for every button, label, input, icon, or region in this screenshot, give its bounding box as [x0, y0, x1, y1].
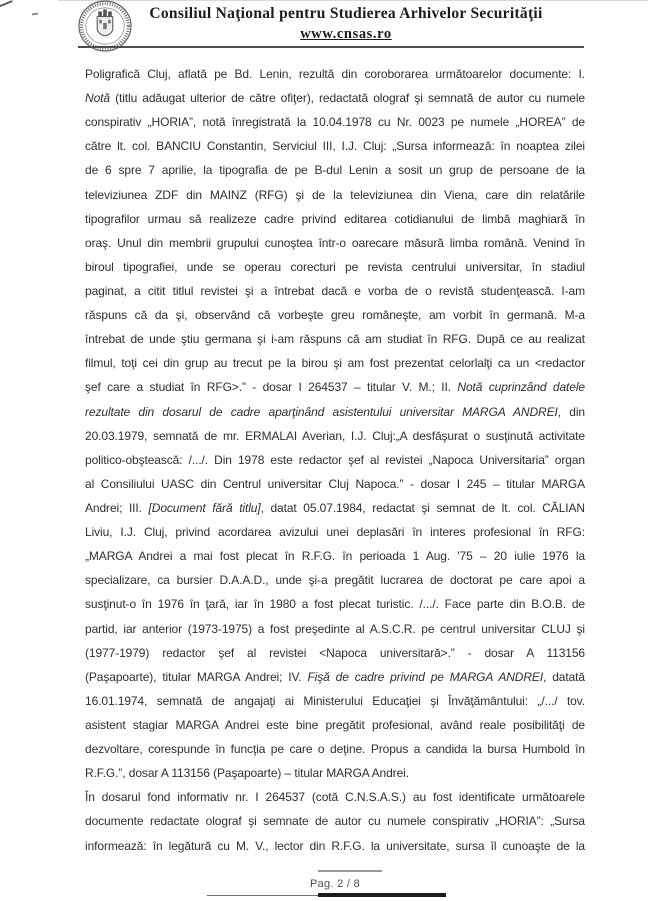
body-text-segment: , datat 05.07.1984, redactat şi semnat de lt. col. CĂLIAN: [260, 500, 585, 515]
body-line: [85, 255, 585, 279]
body-line: [85, 110, 585, 134]
body-line: [85, 592, 585, 616]
body-line: [85, 158, 585, 182]
body-text-segment: informează: în legătură cu M. V., lector din R.F.G. la universitate, sursa îl cunoaşte de la: [85, 838, 585, 853]
body-line: [85, 400, 585, 424]
body-line: [85, 520, 585, 544]
body-line: [85, 134, 585, 158]
body-line: [85, 617, 585, 641]
header-divider-rule: [78, 46, 584, 48]
body-text-segment: întrebat de unde ştiu germana şi i-am răspuns că am studiat în RFG. După ce au realizat: [85, 332, 585, 347]
body-text-segment: specializare, ca bursier D.A.A.D., unde şi-a pregătit lucrarea de doctorat pe care apoi a: [85, 573, 585, 588]
body-text-segment-italic: Fişă de cadre privind pe MARGA ANDREI: [307, 669, 544, 684]
header-website-url: www.cnsas.ro: [300, 26, 392, 42]
body-text-segment: Andrei; III.: [85, 500, 149, 515]
body-line: [85, 713, 585, 737]
body-line: [85, 62, 585, 86]
body-text-segment: documente redactate olograf şi semnate de autor cu numele conspirativ „HORIA”: „Sursa: [85, 814, 585, 829]
body-line: [85, 568, 585, 592]
body-text-segment: partid, iar anterior (1973-1975) a fost preşedinte al A.S.C.R. pe centrul universitar CLUJ şi: [85, 621, 585, 636]
body-text-segment: , datată: [543, 669, 585, 684]
body-text-segment: (1977-1979) redactor şef al revistei <Napoca universitară>.” - dosar A 113156: [85, 645, 585, 660]
footer-dark-bar: [318, 893, 446, 897]
scan-corner-artifact: [0, 0, 13, 8]
body-line: [85, 641, 585, 665]
scan-top-edge-line: [58, 0, 648, 1]
body-line: [85, 303, 585, 327]
body-text-segment: şef care a studiat în RFG>.” - dosar I 264537 – titular V. M.; II.: [85, 380, 458, 395]
body-line: [85, 544, 585, 568]
body-line: [85, 472, 585, 496]
body-text-segment: paginat, a citit titlul revistei şi a întrebat dacă e vorba de o revistă studenţească. I-am: [85, 283, 585, 298]
body-line: [85, 279, 585, 303]
body-text-segment: „MARGA Andrei a mai fost plecat în R.F.G. în perioada 1 Aug. '75 – 20 iulie 1976 la: [85, 549, 585, 564]
header: [120, 5, 572, 43]
header-org-name: Consiliul Naţional pentru Studierea Arhivelor Securităţii: [149, 5, 543, 22]
body-line: [85, 183, 585, 207]
body-line: [85, 496, 585, 520]
body-text-segment: susţinut-o în 1976 în ţară, iar în 1980 a fost plecat turistic. /.../. Face parte din B.O.B. de: [85, 597, 585, 612]
body-text-segment: conspirativ „HORIA”, notă înregistrată la 10.04.1978 cu Nr. 0023 pe numele „HOREA” de: [85, 115, 585, 130]
page-number: Pag. 2 / 8: [309, 878, 361, 890]
body-line: [85, 86, 585, 110]
body-text-segment: tipografilor urmau să realizeze cadre privind editarea cotidianului de limbă maghiară în: [85, 211, 585, 226]
body-text-segment: biroul tipografiei, unde se operau corecturi pe revista centrului universitar, în stadiul: [85, 259, 585, 274]
body-text-segment: asistent stagiar MARGA Andrei este bine pregătit profesional, având reale posibilităţi de: [85, 717, 585, 732]
body-line: [85, 785, 585, 809]
body-text-segment-italic: [Document fără titlu]: [148, 500, 261, 515]
footer-separator-line: [318, 870, 382, 872]
body-line: [85, 448, 585, 472]
body-text-segment: În dosarul fond informativ nr. I 264537 (cotă C.N.S.A.S.) au fost identificate următoarele: [85, 790, 585, 805]
body-text-segment: , din: [557, 404, 585, 419]
body-text-segment-italic: rezultate din dosarul de cadre aparţinând asistentului universitar MARGA ANDREI: [85, 404, 558, 419]
body-text-segment: de 6 spre 7 aprilie, la tipografia de pe B-dul Lenin a sosit un grup de persoane de la: [85, 163, 585, 178]
body-text-segment: R.F.G.”, dosar A 113156 (Paşapoarte) – titular MARGA Andrei.: [85, 766, 409, 781]
body-line: [85, 737, 585, 761]
body-text-segment: 16.01.1974, semnată de angajaţi ai Ministerului Educaţiei şi Învăţământului: „/.../ tov.: [85, 693, 585, 708]
body-text-segment: către lt. col. BANCIU Constantin, Serviciul III, I.J. Cluj: „Sursa informează: în noaptea zilei: [85, 139, 585, 154]
body-text-segment: 20.03.1979, semnată de mr. ERMALAI Averian, I.J. Cluj:„A desfăşurat o susţinută activitate: [85, 428, 585, 443]
body-line: [85, 424, 585, 448]
body-line: [85, 834, 585, 858]
body-line: [85, 665, 585, 689]
body-line: [85, 207, 585, 231]
body-text-segment: Liviu, I.J. Cluj, privind acordarea avizului unei deplasări în interes profesional în RFG:: [85, 525, 585, 540]
document-body: [85, 62, 585, 858]
body-text-segment: răspuns că da şi, observând că vorbeşte greu româneşte, am vorbit în germană. M-a: [85, 308, 585, 323]
body-line: [85, 689, 585, 713]
body-text-segment: (Paşapoarte), titular MARGA Andrei; IV.: [85, 669, 308, 684]
body-text-segment-italic: Notă: [85, 91, 110, 106]
body-text-segment: filmul, toţi cei din grup au trecut pe la birou şi am fost prezentat celorlalţi ca un <redactor: [85, 356, 585, 371]
scan-stray-mark: [32, 13, 38, 16]
body-text-segment: (titlu adăugat ulterior de către ofiţer), redactată olograf şi semnată de autor cu numele: [109, 91, 585, 106]
body-text-segment: al Consiliului UASC din Centrul universitar Cluj Napoca.” - dosar I 245 – titular MARGA: [85, 476, 585, 491]
body-text-segment: oraş. Unul din membrii grupului cunoştea într-o oarecare măsură limba română. Venind în: [85, 235, 585, 250]
body-line: [85, 809, 585, 833]
body-text-segment: Poligrafică Cluj, aflată pe Bd. Lenin, rezultă din coroborarea următoarelor documente: I.: [85, 67, 585, 81]
body-text-segment-italic: Notă cuprinzând datele: [457, 380, 585, 395]
body-line: [85, 375, 585, 399]
body-line: [85, 327, 585, 351]
body-line: [85, 761, 585, 785]
body-text-segment: politico-obştească: /.../. Din 1978 este redactor şef al revistei „Napoca Universitaria” organ: [85, 452, 585, 467]
body-line: [85, 351, 585, 375]
body-line: [85, 231, 585, 255]
body-text-segment: televiziunea ZDF din MAINZ (RFG) şi de la televiziunea din Viena, care din relatările: [85, 187, 585, 202]
body-text-segment: dezvoltare, corespunde în funcţia pe care o deţine. Propus a candida la bursa Humbold în: [85, 742, 585, 757]
